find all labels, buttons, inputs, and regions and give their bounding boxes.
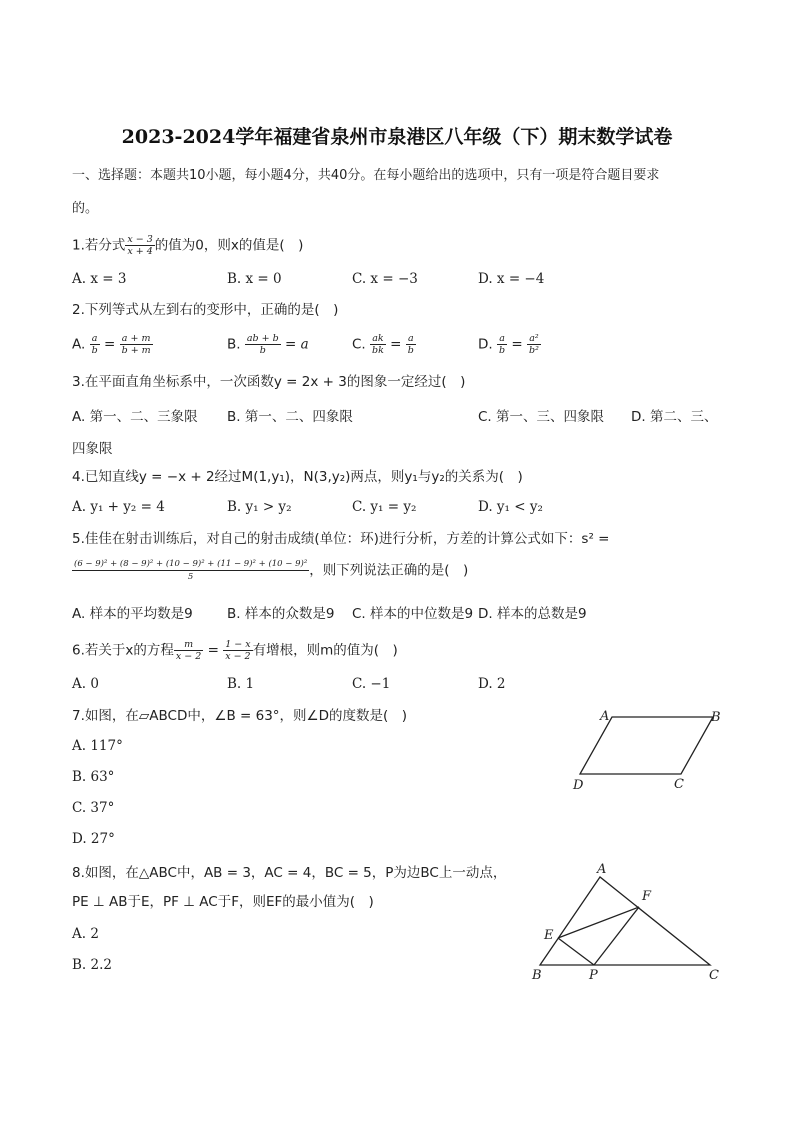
q2-d-ld: b [498,345,506,356]
q5-option-c[interactable]: C. 样本的中位数是9 [352,606,474,622]
q2-d-rhs [527,333,541,356]
question-1-stem [72,234,303,257]
q2-a-lhs [90,333,100,356]
q2-a-rd: b + m [121,345,151,356]
q8-option-b[interactable]: B. 2.2 [72,957,112,973]
question-5-line2 [72,558,468,583]
q2-a-rn: a + m [120,333,153,345]
q4-option-d[interactable]: D. y₁ < y₂ [478,499,543,515]
triangle-abc [540,877,710,965]
q6-f1-num: m [174,639,203,651]
q2-c-rhs [406,333,416,356]
question-7-stem: 7.如图，在▱ABCD中，∠B = 63°，则∠D的度数是( ) [72,708,408,724]
segment-pe [558,938,594,965]
fig7-label-a: A [600,709,610,724]
fig7-label-b: B [711,710,721,725]
q2-d-rd: b² [528,345,539,356]
q6-frac-left [174,639,203,662]
q4-option-b[interactable]: B. y₁ > y₂ [227,499,292,515]
q6-stem-pre: 6.若关于x的方程 [72,642,174,659]
q1-option-a[interactable]: A. x = 3 [72,271,127,287]
question-2-stem: 2.下列等式从左到右的变形中，正确的是( ) [72,302,339,318]
q6-option-d[interactable]: D. 2 [478,676,506,692]
q2-c-rd: b [407,345,414,356]
q2-b-rhs: = a [284,336,309,353]
q2-d-lhs [497,333,507,356]
q5-option-a[interactable]: A. 样本的平均数是9 [72,606,193,622]
fig8-label-e: E [544,928,554,943]
q6-option-b[interactable]: B. 1 [227,676,255,692]
q2-option-d[interactable]: D. $\frac{a}{b}$ = $\frac{\text{a²}}{\text{b²}}$ [478,333,539,356]
fig8-label-f: F [642,889,652,904]
q2-d-rn: a² [527,333,541,345]
question-8-line1: 8.如图，在△ABC中，AB = 3，AC = 4，BC = 5，P为边BC上一动点， [72,865,507,881]
q5-formula-den: 5 [187,572,194,582]
q5-line2-post: ，则下列说法正确的是( ) [309,562,469,579]
q1-stem-pre: 1.若分式 [72,237,126,254]
q7-option-c[interactable]: C. 37° [72,800,115,816]
q2-b-ld: b [259,345,266,356]
q4-option-c[interactable]: C. y₁ = y₂ [352,499,417,515]
parallelogram-figure [560,700,740,800]
question-3-stem: 3.在平面直角坐标系中，一次函数y = 2x + 3的图象一定经过( ) [72,374,466,390]
q2-a-ln: a [90,333,100,345]
fig8-label-p: P [589,968,598,983]
q5-option-b[interactable]: B. 样本的众数是9 [227,606,335,622]
fig8-label-c: C [709,968,719,983]
q5-formula-num: (6 − 9)² + (8 − 9)² + (10 − 9)² + (11 − 9)² + (10 − 9)² [74,559,308,569]
q6-f2-num: 1 − x [225,639,251,650]
q6-frac-right [223,639,252,662]
q2-a-rhs [120,333,153,356]
question-5-line1: 5.佳佳在射击训练后，对自己的射击成绩(单位：环)进行分析，方差的计算公式如下：s² = [72,531,610,547]
q1-frac-num: x − 3 [127,234,153,245]
question-4-stem: 4.已知直线y = −x + 2经过M(1,y₁)，N(3,y₂)两点，则y₁与y₂的关系为( ) [72,469,523,485]
q3-option-b[interactable]: B. 第一、二、四象限 [227,409,353,425]
q8-option-a[interactable]: A. 2 [72,926,99,942]
q1-option-d[interactable]: D. x = −4 [478,271,545,287]
q7-option-a[interactable]: A. 117° [72,738,123,754]
q3-option-a[interactable]: A. 第一、二、三象限 [72,409,198,425]
q6-option-c[interactable]: C. −1 [352,676,391,692]
q6-option-a[interactable]: A. 0 [72,676,99,692]
q2-b-label: B. [227,336,241,353]
section-header-line1: 一、选择题：本题共10小题，每小题4分，共40分。在每小题给出的选项中，只有一项是符合题目要求 [72,168,660,183]
q1-option-b[interactable]: B. x = 0 [227,271,282,287]
q7-option-d[interactable]: D. 27° [72,831,115,847]
q3-option-c[interactable]: C. 第一、三、四象限 [478,409,605,425]
q7-option-b[interactable]: B. 63° [72,769,115,785]
question-6-stem: 6.若关于x的方程 $\frac{m}{x - 2}$ = $\frac{1 - x}{x - 2}$ 有增根，则m的值为( ) [72,639,398,662]
q6-stem-post: 有增根，则m的值为( ) [252,642,398,659]
fig8-label-a: A [597,862,607,877]
q3-option-d-wrap: 四象限 [72,441,113,457]
q2-b-lhs [245,333,281,356]
fig7-label-c: C [674,777,684,792]
q4-option-a[interactable]: A. y₁ + y₂ = 4 [72,499,165,515]
q5-variance-formula [72,558,309,583]
q2-c-label: C. [352,336,366,353]
q1-stem-post: 的值为0，则x的值是( ) [154,237,304,254]
q2-c-ld: bk [372,345,384,356]
q2-option-c[interactable]: C. $\frac{ak}{bk}$ = $\frac{a}{b}$ [352,333,414,356]
q1-frac-den: x + 4 [127,246,153,257]
q2-c-rn: a [406,333,416,345]
q2-d-label: D. [478,336,493,353]
parallelogram-abcd [580,717,713,774]
q1-option-c[interactable]: C. x = −3 [352,271,418,287]
q1-fraction [125,234,154,257]
page-title: 2023-2024学年福建省泉州市泉港区八年级（下）期末数学试卷 [121,126,673,148]
fig7-label-d: D [573,778,584,793]
q2-a-label: A. [72,336,86,353]
q6-f2-den: x − 2 [225,651,251,662]
q2-c-ln: ak [370,333,386,345]
q5-option-d[interactable]: D. 样本的总数是9 [478,606,587,622]
q2-option-b[interactable] [227,333,309,356]
q2-b-ln: ab + b [246,333,279,344]
section-header-line2: 的。 [72,201,99,216]
triangle-figure [520,855,730,990]
q3-option-d[interactable]: D. 第二、三、 [631,409,718,425]
q2-d-ln: a [497,333,507,345]
q2-c-lhs [370,333,386,356]
q6-f1-den: x − 2 [175,651,202,662]
q2-option-a[interactable]: A. $\frac{a}{b}$ = $\frac{a + m}{b + m}$ [72,333,151,356]
q2-a-ld: b [91,345,98,356]
question-8-line2: PE ⊥ AB于E，PF ⊥ AC于F，则EF的最小值为( ) [72,894,374,910]
fig8-label-b: B [532,968,542,983]
